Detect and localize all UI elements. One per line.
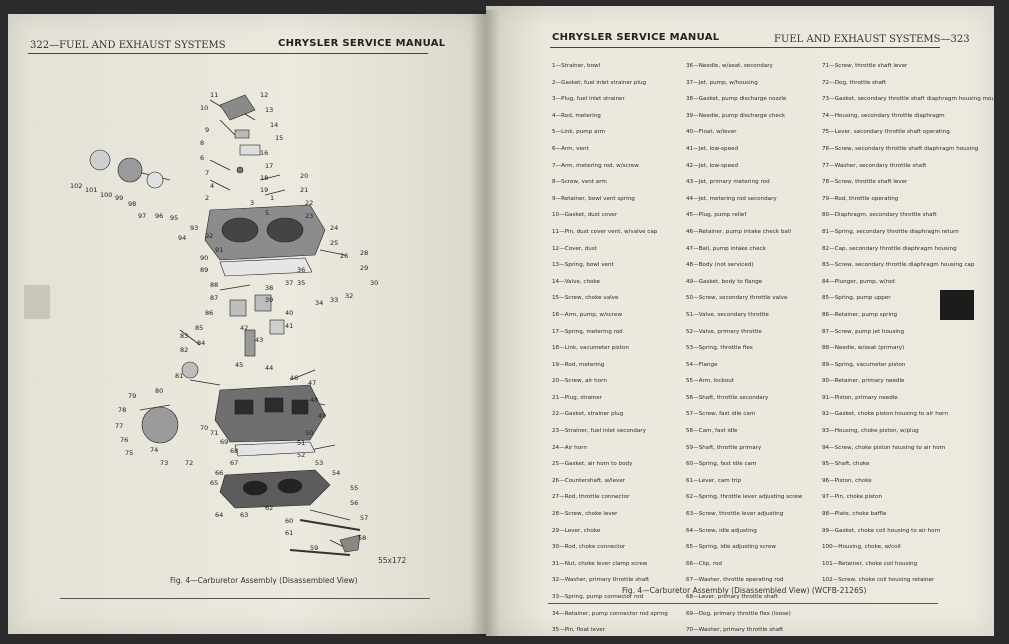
callout-label: 28: [360, 249, 369, 257]
callout-label: 11: [210, 91, 219, 99]
parts-list-item: 5—Link, pump arm: [552, 129, 606, 136]
callout-label: 43: [255, 336, 264, 344]
parts-list-item: 21—Plug, strainer: [552, 394, 602, 401]
parts-list-item: 53—Spring, throttle flex: [686, 345, 753, 352]
callout-label: 90: [200, 254, 209, 262]
callout-label: 97: [138, 212, 147, 220]
callout-label: 60: [285, 517, 294, 525]
callout-label: 73: [160, 459, 169, 467]
callout-label: 23: [305, 212, 314, 220]
left-page-edge-tab: [24, 285, 50, 319]
parts-list-item: 23—Strainer, fuel inlet secondary: [552, 428, 646, 435]
parts-list-item: 52—Valve, primary throttle: [686, 328, 762, 335]
callout-label: 64: [215, 511, 224, 519]
parts-list-item: 82—Cap, secondary throttle diaphragm housing: [822, 245, 957, 252]
parts-list-item: 89—Spring, vacumeter piston: [822, 361, 906, 368]
parts-list-item: 71—Screw, throttle shaft lever: [822, 63, 908, 69]
parts-list-item: 69—Dog, primary throttle flex (loose): [686, 610, 791, 617]
callout-label: 71: [210, 429, 219, 437]
parts-list-item: 77—Washer, secondary throttle shaft: [822, 162, 927, 169]
parts-list-item: 34—Retainer, pump connector rod spring: [552, 610, 668, 617]
callout-label: 45: [235, 361, 244, 369]
callout-label: 22: [305, 199, 314, 207]
parts-list-item: 3—Plug, fuel inlet strainer: [552, 96, 625, 103]
parts-list-item: 57—Screw, fast idle cam: [686, 411, 756, 418]
parts-list-item: 33—Spring, pump connector rod: [552, 594, 644, 600]
parts-list-item: 86—Retainer, pump spring: [822, 311, 898, 318]
right-header-section: FUEL AND EXHAUST SYSTEMS—323: [774, 34, 970, 45]
callout-label: 33: [330, 296, 339, 304]
callout-label: 50: [305, 429, 314, 437]
callout-label: 61: [285, 529, 294, 537]
parts-list-item: 41—Jet, low-speed: [686, 145, 739, 152]
parts-list-item: 1—Strainer, bowl: [552, 63, 601, 69]
callout-label: 42: [240, 324, 249, 332]
callout-label: 56: [350, 499, 359, 507]
parts-list-item: 47—Ball, pump intake check: [686, 245, 766, 252]
parts-list-item: 27—Rod, throttle connector: [552, 494, 630, 501]
parts-list-item: 39—Needle, pump discharge check: [686, 112, 786, 119]
parts-list-item: 6—Arm, vent: [552, 145, 589, 152]
callout-label: 46: [290, 374, 299, 382]
callout-label: 93: [190, 224, 199, 232]
callout-label: 78: [118, 406, 127, 414]
parts-list-item: 29—Lever, choke: [552, 527, 601, 534]
callout-label: 76: [120, 436, 129, 444]
parts-list-column-1: [552, 63, 682, 644]
parts-list-item: 59—Shaft, throttle primary: [686, 444, 762, 451]
callout-label: 49: [318, 412, 327, 420]
callout-label: 38: [265, 284, 274, 292]
callout-label: 18: [260, 174, 269, 182]
callout-label: 5: [265, 209, 270, 217]
parts-list-item: 51—Valve, secondary throttle: [686, 311, 769, 318]
parts-list-item: 98—Plate, choke baffle: [822, 511, 887, 518]
parts-list-item: 76—Screw, secondary throttle shaft diaphragm housing: [822, 145, 979, 152]
parts-list-item: 63—Screw, throttle lever adjusting: [686, 511, 784, 518]
parts-list-item: 28—Screw, choke lever: [552, 511, 618, 518]
callout-label: 70: [200, 424, 209, 432]
parts-list-item: 90—Retainer, primary needle: [822, 378, 905, 385]
parts-list-item: 50—Screw, secondary throttle valve: [686, 295, 788, 302]
callout-label: 95: [170, 214, 179, 222]
parts-list-item: 54—Flange: [686, 361, 718, 368]
callout-label: 85: [195, 324, 204, 332]
callout-label: 7: [205, 169, 210, 177]
callout-label: 62: [265, 504, 274, 512]
callout-label: 84: [197, 339, 206, 347]
callout-label: 36: [297, 266, 306, 274]
right-footer-rule: [548, 603, 938, 604]
left-header-section: 322—FUEL AND EXHAUST SYSTEMS: [30, 40, 226, 51]
parts-list-item: 101—Retainer, choke coil housing: [822, 560, 918, 567]
parts-list-item: 92—Gasket, choke piston housing to air horn: [822, 411, 948, 418]
callout-label: 30: [370, 279, 379, 287]
callout-label: 39: [265, 296, 274, 304]
parts-list-item: 11—Pin, dust cover vent, w/valve cap: [552, 228, 658, 235]
callout-label: 37: [285, 279, 294, 287]
parts-list-item: 48—Body (not serviced): [686, 262, 754, 269]
callout-label: 74: [150, 446, 159, 454]
parts-list-item: 84—Plunger, pump, w/rod: [822, 278, 895, 285]
parts-list-item: 9—Retainer, bowl vent spring: [552, 195, 635, 202]
callout-label: 29: [360, 264, 369, 272]
callout-label: 91: [215, 246, 224, 254]
callout-label: 41: [285, 322, 294, 330]
parts-list-item: 18—Link, vacumeter piston: [552, 345, 629, 352]
callout-label: 20: [300, 172, 309, 180]
parts-list-item: 43—Jet, primary metering rod: [686, 179, 770, 186]
callout-label: 88: [210, 281, 219, 289]
parts-list-item: 35—Pin, float lever: [552, 627, 606, 634]
book-gutter: [470, 10, 500, 636]
parts-list-item: 66—Clip, rod: [686, 560, 722, 567]
callout-label: 92: [205, 232, 214, 240]
callout-label: 80: [155, 387, 164, 395]
callout-label: 54: [332, 469, 341, 477]
callout-label: 63: [240, 511, 249, 519]
parts-list-item: 38—Gasket, pump discharge nozzle: [686, 96, 787, 103]
parts-list-item: 102—Screw, choke coil housing retainer: [822, 577, 935, 584]
parts-list-item: 80—Diaphragm, secondary throttle shaft: [822, 212, 937, 219]
callout-label: 44: [265, 364, 274, 372]
parts-list-item: 81—Spring, secondary throttle diaphragm return: [822, 228, 959, 235]
parts-list-item: 30—Rod, choke connector: [552, 544, 626, 551]
parts-list-item: 44—Jet, metering rod secondary: [686, 195, 777, 202]
parts-list-item: 16—Arm, pump, w/screw: [552, 311, 623, 318]
callout-label: 83: [180, 332, 189, 340]
parts-list-item: 62—Spring, throttle lever adjusting screw: [686, 494, 803, 501]
callout-label: 101: [85, 186, 98, 194]
parts-list-item: 65—Spring, idle adjusting screw: [686, 544, 776, 551]
callout-label: 13: [265, 106, 274, 114]
callout-label: 51: [297, 439, 306, 447]
callout-label: 48: [310, 396, 319, 404]
callout-label: 26: [340, 252, 349, 260]
callout-label: 1: [270, 194, 275, 202]
parts-list-column-2: [686, 63, 818, 644]
callout-label: 100: [100, 191, 113, 199]
parts-list-item: 10—Gasket, dust cover: [552, 212, 618, 219]
parts-list-item: 31—Nut, choke lever clamp screw: [552, 560, 648, 567]
parts-list-item: 64—Screw, idle adjusting: [686, 527, 757, 534]
parts-list-item: 24—Air horn: [552, 444, 587, 451]
parts-list-item: 87—Screw, pump jet housing: [822, 328, 905, 335]
callout-label: 86: [205, 309, 214, 317]
callout-label: 89: [200, 266, 209, 274]
callout-label: 79: [128, 392, 137, 400]
callout-label: 81: [175, 372, 184, 380]
parts-list-item: 67—Washer, throttle operating rod: [686, 577, 784, 584]
callout-label: 67: [230, 459, 239, 467]
parts-list-item: 68—Lever, primary throttle shaft: [686, 594, 778, 600]
callout-label: 15: [275, 134, 284, 142]
callout-label: 98: [128, 200, 137, 208]
callout-label: 10: [200, 104, 209, 112]
parts-list-item: 45—Plug, pump relief: [686, 212, 747, 219]
parts-list-item: 78—Screw, throttle shaft lever: [822, 179, 908, 186]
diagram-part-number: 55x172: [378, 556, 407, 565]
parts-list-item: 88—Needle, w/seat (primary): [822, 345, 905, 352]
parts-list-item: 14—Valve, choke: [552, 278, 600, 285]
parts-list-item: 95—Shaft, choke: [822, 461, 870, 468]
parts-list-item: 96—Piston, choke: [822, 477, 872, 484]
left-header-rule: [28, 53, 428, 54]
parts-list-item: 36—Needle, w/seat, secondary: [686, 63, 773, 69]
carburetor-exploded-diagram: [60, 80, 390, 580]
parts-list-column-3: [822, 63, 1009, 594]
parts-list-item: 4—Rod, metering: [552, 112, 601, 119]
callout-label: 16: [260, 149, 269, 157]
callout-label: 68: [230, 447, 239, 455]
callout-label: 87: [210, 294, 219, 302]
callout-label: 75: [125, 449, 134, 457]
callout-label: 94: [178, 234, 187, 242]
right-figure-caption: Fig. 4—Carburetor Assembly (Disassembled View) (WCFB-2126S): [622, 586, 867, 595]
callout-label: 82: [180, 346, 189, 354]
callout-label: 102: [70, 182, 83, 190]
parts-list-item: 7—Arm, metering rod, w/screw: [552, 162, 639, 169]
callout-label: 47: [308, 379, 317, 387]
parts-list-item: 83—Screw, secondary throttle diaphragm housing cap: [822, 262, 975, 269]
callout-label: 58: [358, 534, 367, 542]
parts-list-item: 97—Pin, choke piston: [822, 494, 883, 501]
parts-list-item: 74—Housing, secondary throttle diaphragm: [822, 112, 945, 119]
callout-label: 72: [185, 459, 194, 467]
parts-list-item: 49—Gasket, body to flange: [686, 278, 763, 285]
parts-list-item: 22—Gasket, strainer plug: [552, 411, 624, 418]
parts-list-item: 99—Gasket, choke coil housing to air horn: [822, 527, 941, 534]
callout-label: 55: [350, 484, 359, 492]
callout-label: 66: [215, 469, 224, 477]
left-header-title: CHRYSLER SERVICE MANUAL: [278, 38, 446, 49]
parts-list-item: 32—Washer, primary throttle shaft: [552, 577, 650, 584]
parts-list-item: 2—Gasket, fuel inlet strainer plug: [552, 79, 647, 86]
parts-list-item: 26—Countershaft, w/lever: [552, 477, 626, 484]
parts-list-item: 40—Float, w/lever: [686, 129, 737, 136]
callout-label: 17: [265, 162, 274, 170]
parts-list-item: 79—Rod, throttle operating: [822, 195, 899, 202]
callout-label: 12: [260, 91, 269, 99]
right-page-edge-tab: [940, 290, 974, 320]
parts-list-item: 60—Spring, fast idle cam: [686, 461, 757, 468]
callout-label: 24: [330, 224, 339, 232]
callout-label: 32: [345, 292, 354, 300]
parts-list-item: 19—Rod, metering: [552, 361, 605, 368]
callout-label: 8: [200, 139, 205, 147]
parts-list-item: 72—Dog, throttle shaft: [822, 79, 886, 86]
parts-list-item: 12—Cover, dust: [552, 245, 597, 252]
callout-label: 59: [310, 544, 319, 552]
callout-label: 77: [115, 422, 124, 430]
callout-label: 65: [210, 479, 219, 487]
right-header-rule: [550, 47, 940, 48]
left-footer-rule: [60, 598, 430, 599]
parts-list-item: 93—Housing, choke piston, w/plug: [822, 428, 919, 435]
callout-label: 34: [315, 299, 324, 307]
callout-label: 3: [250, 199, 255, 207]
parts-list-item: 25—Gasket, air horn to body: [552, 461, 633, 468]
parts-list-item: 94—Screw, choke piston housing to air horn: [822, 444, 946, 451]
parts-list-item: 20—Screw, air horn: [552, 378, 607, 385]
callout-label: 21: [300, 186, 309, 194]
parts-list-item: 61—Lever, cam trip: [686, 477, 742, 484]
parts-list-item: 42—Jet, low-speed: [686, 162, 739, 169]
parts-list-item: 70—Washer, primary throttle shaft: [686, 627, 784, 634]
parts-list-item: 55—Arm, lockout: [686, 378, 734, 385]
parts-list-item: 100—Housing, choke, w/coil: [822, 544, 901, 551]
callout-label: 19: [260, 186, 269, 194]
parts-list-item: 91—Piston, primary needle: [822, 394, 898, 401]
callout-label: 35: [297, 279, 306, 287]
parts-list-item: 73—Gasket, secondary throttle shaft diaphragm housing mounting: [822, 96, 1009, 103]
right-header-title: CHRYSLER SERVICE MANUAL: [552, 32, 720, 43]
parts-list-item: 75—Lever, secondary throttle shaft operating: [822, 129, 950, 136]
callout-label: 96: [155, 212, 164, 220]
callout-label: 57: [360, 514, 369, 522]
callout-label: 14: [270, 121, 279, 129]
parts-list-item: 58—Cam, fast idle: [686, 428, 738, 435]
left-figure-caption: Fig. 4—Carburetor Assembly (Disassembled View): [170, 576, 358, 585]
callout-label: 2: [205, 194, 210, 202]
parts-list-item: 15—Screw, choke valve: [552, 295, 619, 302]
callout-label: 99: [115, 194, 124, 202]
callout-label: 25: [330, 239, 339, 247]
parts-list-item: 46—Retainer, pump intake check ball: [686, 228, 791, 235]
callout-label: 69: [220, 438, 229, 446]
parts-list-item: 13—Spring, bowl vent: [552, 262, 614, 269]
callout-label: 52: [297, 451, 306, 459]
parts-list-item: 17—Spring, metering rod: [552, 328, 623, 335]
callout-label: 53: [315, 459, 324, 467]
callout-label: 4: [210, 182, 215, 190]
parts-list-item: 37—Jet, pump, w/housing: [686, 79, 758, 86]
callout-label: 40: [285, 309, 294, 317]
parts-list-item: 8—Screw, vent arm: [552, 179, 607, 186]
callout-label: 9: [205, 126, 210, 134]
parts-list-item: 56—Shaft, throttle secondary: [686, 394, 769, 401]
callout-label: 6: [200, 154, 205, 162]
parts-list-item: 85—Spring, pump upper: [822, 295, 891, 302]
